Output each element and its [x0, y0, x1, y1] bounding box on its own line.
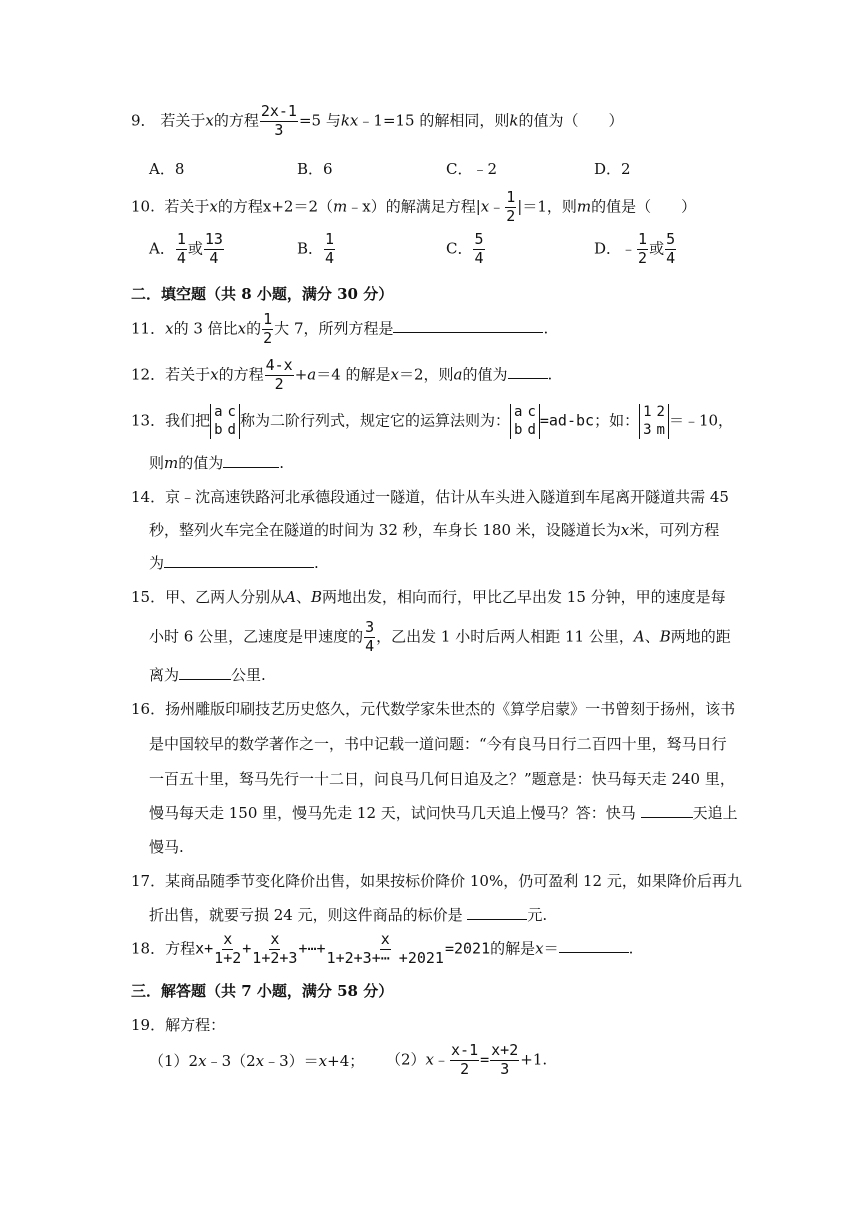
- fraction: $\frac{4-x}{2}$: [265, 356, 293, 393]
- question-number: 11．: [131, 319, 166, 338]
- question-number: 16．: [131, 700, 166, 718]
- question-14-line-3: 为 .: [149, 554, 319, 572]
- section-heading-solve: 三．解答题（共 7 小题，满分 58 分）: [131, 982, 394, 1000]
- answer-blank[interactable]: [393, 318, 543, 333]
- answer-blank[interactable]: [223, 453, 279, 468]
- fraction: $\frac{3}{4}$: [365, 618, 375, 655]
- fraction: $\frac{x}{1+2}$: [214, 930, 242, 967]
- question-15: 15．甲、乙两人分别从A、B两地出发，相向而行，甲比乙早出发 15 分钟，甲的速度是每: [131, 588, 726, 606]
- answer-blank[interactable]: [179, 665, 231, 680]
- question-number: 18．: [131, 939, 166, 958]
- answer-blank[interactable]: [467, 905, 527, 920]
- section-heading-fill-in: 二．填空题（共 8 小题，满分 30 分）: [131, 285, 394, 303]
- determinant: 1 2 3 m: [639, 404, 669, 439]
- question-number: 19．: [131, 1016, 166, 1034]
- question-19: 19．解方程：: [131, 1016, 226, 1034]
- fraction: $\frac{x+2}{3}$: [491, 1041, 519, 1078]
- fraction: $\frac{x}{1+2+3}$: [252, 930, 298, 967]
- question-16-line-3: 一百五十里，驽马先行一十二日，问良马几何日追及之？”题意是：快马每天走 240 里，: [149, 770, 735, 788]
- question-14: 14．京﹣沈高速铁路河北承德段通过一隧道，估计从车头进入隧道到车尾离开隧道共需 45: [131, 488, 729, 506]
- fraction: $\frac{1}{2}$: [506, 188, 516, 225]
- answer-blank[interactable]: [164, 553, 314, 568]
- question-19-part-2: （2）x﹣ $\frac{x-1}{2}$ = $\frac{x+2}{3}$ +1.: [386, 1041, 548, 1078]
- fraction: $\frac{1}{2}$: [263, 310, 273, 347]
- option-a: A．8: [149, 160, 185, 178]
- fraction: $\frac{x-1}{2}$: [451, 1041, 479, 1078]
- question-13: 13．我们把 a c b d 称为二阶行列式，规定它的运算法则为： a c b d =ad-bc；如： 1 2 3 m ＝﹣10，: [131, 404, 734, 438]
- option-b: B．6: [297, 160, 333, 178]
- question-number: 13．: [131, 411, 166, 430]
- question-number: 10.: [131, 197, 155, 216]
- question-number: 12．: [131, 365, 166, 384]
- question-15-line-2: 小时 6 公里，乙速度是甲速度的 $\frac{3}{4}$ ，乙出发 1 小时后两人相距 11 公里，A、B两地的距: [149, 618, 731, 655]
- question-17-line-2: 折出售，就要亏损 24 元，则这件商品的标价是 元.: [149, 906, 548, 924]
- question-number: 9．: [131, 111, 156, 130]
- question-10: 10. 若关于x的方程x+2＝2（m﹣x）的解满足方程|x﹣ $\frac{1}{2}$ |＝1，则m的值是（ ）: [131, 188, 697, 225]
- question-16: 16．扬州雕版印刷技艺历史悠久，元代数学家朱世杰的《算学启蒙》一书曾刻于扬州，该书: [131, 700, 736, 718]
- question-number: 14．: [131, 488, 166, 506]
- fraction: $\frac{x}{1+2+3+\cdots +2021}$: [326, 930, 444, 967]
- question-17: 17．某商品随季节变化降价出售，如果按标价降价 10%，仍可盈利 12 元，如果降价后再九: [131, 872, 742, 890]
- question-13-line-2: 则m的值为 .: [149, 454, 285, 472]
- answer-blank[interactable]: [641, 803, 693, 818]
- question-11: 11．x的 3 倍比x的 $\frac{1}{2}$ 大 7，所列方程是 .: [131, 310, 549, 347]
- answer-blank[interactable]: [508, 364, 548, 379]
- option-a: A． $\frac{1}{4}$ 或 $\frac{13}{4}$: [149, 230, 223, 267]
- question-number: 17．: [131, 872, 166, 890]
- option-b: B． $\frac{1}{4}$: [297, 230, 335, 267]
- determinant: a c b d: [210, 404, 240, 439]
- question-19-part-1: （1）2x﹣3（2x﹣3）＝x+4；: [149, 1052, 365, 1070]
- question-16-line-2: 是中国较早的数学著作之一，书中记载一道问题：“今有良马日行二百四十里，驽马日行: [149, 735, 727, 753]
- option-d: D．﹣ $\frac{1}{2}$ 或 $\frac{5}{4}$: [594, 230, 676, 267]
- option-c: C． $\frac{5}{4}$: [446, 230, 484, 267]
- determinant: a c b d: [510, 404, 540, 439]
- question-15-line-3: 离为 公里.: [149, 666, 266, 684]
- fraction: $\frac{2x-1}{3}$: [260, 102, 297, 139]
- question-14-line-2: 秒，整列火车完全在隧道的时间为 32 秒，车身长 180 米，设隧道长为x米，可列方程: [149, 521, 720, 539]
- option-c: C．﹣2: [446, 160, 498, 178]
- answer-blank[interactable]: [559, 938, 629, 953]
- question-18: 18．方程x+ $\frac{x}{1+2}$ + $\frac{x}{1+2+3}$ +⋯+ $\frac{x}{1+2+3+\cdots +2021}$ =2021的解是x＝ .: [131, 930, 634, 967]
- question-9: 9． 若关于x的方程 $\frac{2x-1}{3}$ =5 与kx﹣1=15 的解相同，则k的值为（ ）: [131, 102, 624, 139]
- option-d: D．2: [594, 160, 631, 178]
- question-12: 12．若关于x的方程 $\frac{4-x}{2}$ +a＝4 的解是x＝2，则a的值为 .: [131, 356, 553, 393]
- question-16-line-5: 慢马.: [149, 838, 184, 856]
- question-16-line-4: 慢马每天走 150 里，慢马先走 12 天，试问快马几天追上慢马？答：快马 天追上: [149, 804, 738, 822]
- question-number: 15．: [131, 588, 166, 606]
